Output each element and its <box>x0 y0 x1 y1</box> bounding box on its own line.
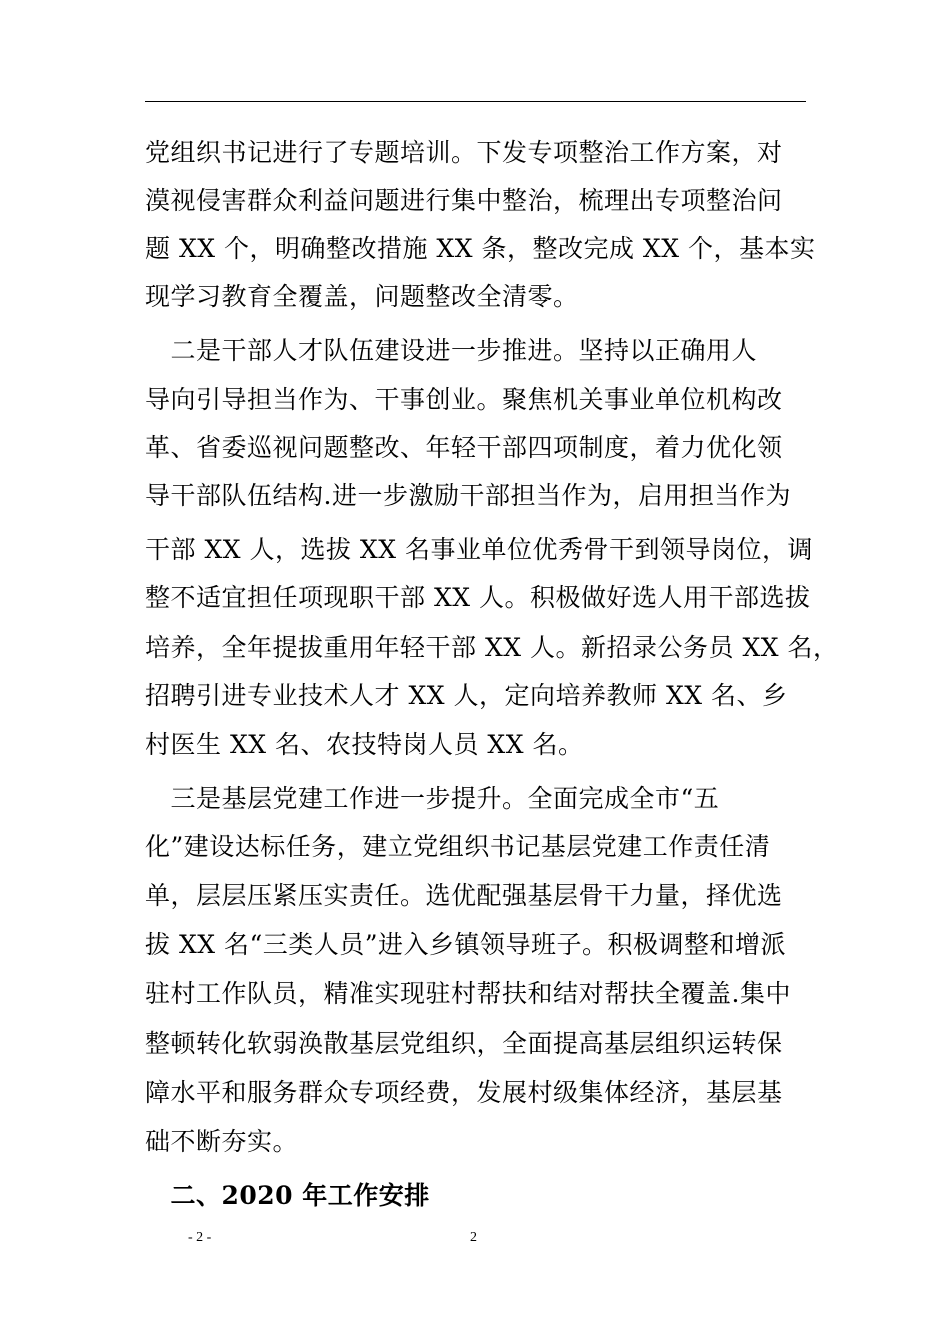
text-line: 党组织书记进行了专题培训。下发专项整治工作方案，对 <box>145 138 783 167</box>
page-number-center: 2 <box>470 1230 477 1245</box>
text-line: 漠视侵害群众利益问题进行集中整治，梳理出专项整治问 <box>145 186 783 215</box>
text-line: 革、省委巡视问题整改、年轻干部四项制度，着力优化领 <box>145 433 783 462</box>
text-line: 培养，全年提拔重用年轻干部 XX 人。新招录公务员 XX 名， <box>145 633 839 662</box>
text-line: 导干部队伍结构.进一步激励干部担当作为，启用担当作为 <box>145 481 791 510</box>
text-line: 导向引导担当作为、干事创业。聚焦机关事业单位机构改 <box>145 385 783 414</box>
text-line: 障水平和服务群众专项经费，发展村级集体经济，基层基 <box>145 1078 783 1107</box>
text-line: 拔 XX 名“三类人员”进入乡镇领导班子。积极调整和增派 <box>145 930 787 959</box>
section-heading: 二、2020 年工作安排 <box>145 1181 430 1210</box>
paragraph-lead: 三是基层党建工作进一步提升。全面完成全市“五 <box>145 784 720 813</box>
text-line: 村医生 XX 名、农技特岗人员 XX 名。 <box>145 730 584 759</box>
text-line: 整顿转化软弱涣散基层党组织，全面提高基层组织运转保 <box>145 1029 783 1058</box>
text-line: 化”建设达标任务，建立党组织书记基层党建工作责任清 <box>145 832 771 861</box>
text-line: 驻村工作队员，精准实现驻村帮扶和结对帮扶全覆盖.集中 <box>145 979 791 1008</box>
text-line: 础不断夯实。 <box>145 1127 299 1156</box>
text-line: 招聘引进专业技术人才 XX 人，定向培养教师 XX 名、乡 <box>145 681 788 710</box>
text-line: 整不适宜担任项现职干部 XX 人。积极做好选人用干部选拔 <box>145 583 811 612</box>
text-line: 题 XX 个，明确整改措施 XX 条，整改完成 XX 个，基本实 <box>145 234 816 263</box>
text-line: 单，层层压紧压实责任。选优配强基层骨干力量，择优选 <box>145 881 783 910</box>
text-line: 干部 XX 人，选拔 XX 名事业单位优秀骨干到领导岗位，调 <box>145 535 813 564</box>
paragraph-lead: 二是干部人才队伍建设进一步推进。坚持以正确用人 <box>145 336 758 365</box>
header-rule <box>145 101 806 102</box>
page-number-left: - 2 - <box>188 1230 212 1245</box>
text-line: 现学习教育全覆盖，问题整改全清零。 <box>145 282 579 311</box>
